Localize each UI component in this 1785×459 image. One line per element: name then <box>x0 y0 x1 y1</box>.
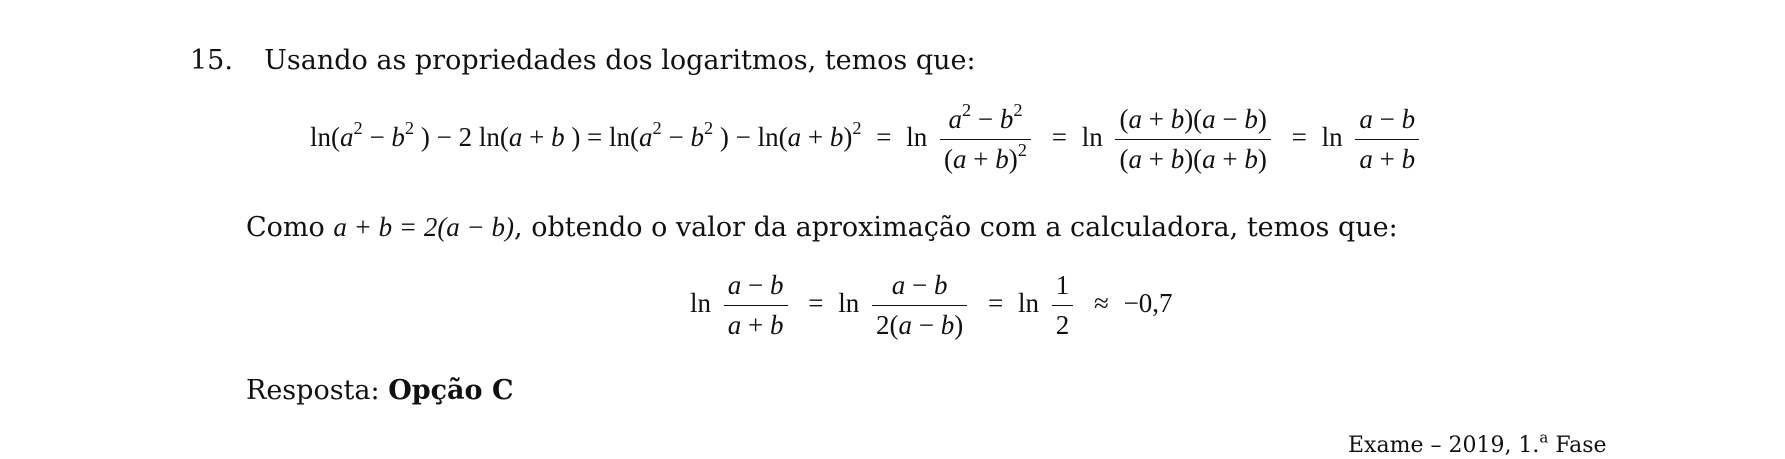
eq2-approx-sign: ≈ <box>1093 287 1109 318</box>
question-number: 15. <box>190 45 233 76</box>
answer-label: Resposta: <box>246 375 380 406</box>
eq2-equals-sign-2: = <box>987 287 1004 318</box>
eq1-equals-sign-2: = <box>1051 121 1067 152</box>
eq2-ln-1: ln <box>690 287 712 318</box>
eq2-fraction-1: $\frac{a - b}{a + b}$ <box>724 270 788 341</box>
eq1-fraction-2: $\frac{(a + b)(a - b)}{(a + b)(a + b)}$ <box>1115 104 1270 175</box>
answer-value: Opção C <box>388 375 514 406</box>
eq2-ln-3: ln <box>1017 287 1039 318</box>
eq1-equals-ln: ) = $\ln(a^2 - b^2$ <box>571 117 714 152</box>
exam-source: Exame – 2019, 1.$^a$ Fase <box>1348 428 1607 458</box>
answer-line <box>246 377 513 404</box>
middle-condition: a + b = 2(a − b) <box>333 212 515 242</box>
eq2-ln-2: ln <box>838 287 860 318</box>
middle-prefix: Como <box>246 212 325 243</box>
equation-logarithm-simplification <box>310 100 1425 175</box>
eq1-minus-ln-square: ) − $\ln(a + b)^2$ <box>719 117 862 152</box>
eq1-equals-sign-1: = <box>876 121 892 152</box>
eq1-equals-sign-3: = <box>1291 121 1307 152</box>
eq1-lhs-ln-a2-b2: $\ln(a^2 - b^2$ <box>310 117 415 152</box>
question-intro: Usando as propriedades dos logaritmos, temos que: <box>264 45 976 76</box>
eq1-ln-3: ln <box>1321 121 1343 152</box>
middle-text-line <box>246 214 1398 241</box>
eq1-fraction-3: $\frac{a - b}{a + b}$ <box>1355 104 1419 175</box>
eq1-ln-1: ln <box>906 121 928 152</box>
eq2-fraction-half: $\frac{1}{2}$ <box>1052 270 1074 341</box>
eq2-result: −0,7 <box>1123 287 1173 318</box>
equation-calculation <box>690 270 1173 341</box>
ordinal-superscript: a <box>1539 428 1549 447</box>
eq1-ln-2: ln <box>1081 121 1103 152</box>
middle-suffix: , obtendo o valor da aproximação com a calculadora, temos que: <box>514 212 1398 243</box>
eq1-fraction-1: $\frac{a^2 - b^2}{(a + b)^2}$ <box>940 104 1031 175</box>
question-line <box>190 47 976 74</box>
eq2-equals-sign-1: = <box>808 287 824 318</box>
eq1-minus-2ln: ) − 2 ln(a + b <box>420 121 565 152</box>
eq2-fraction-2: $\frac{a - b}{2(a - b)}$ <box>872 270 967 341</box>
